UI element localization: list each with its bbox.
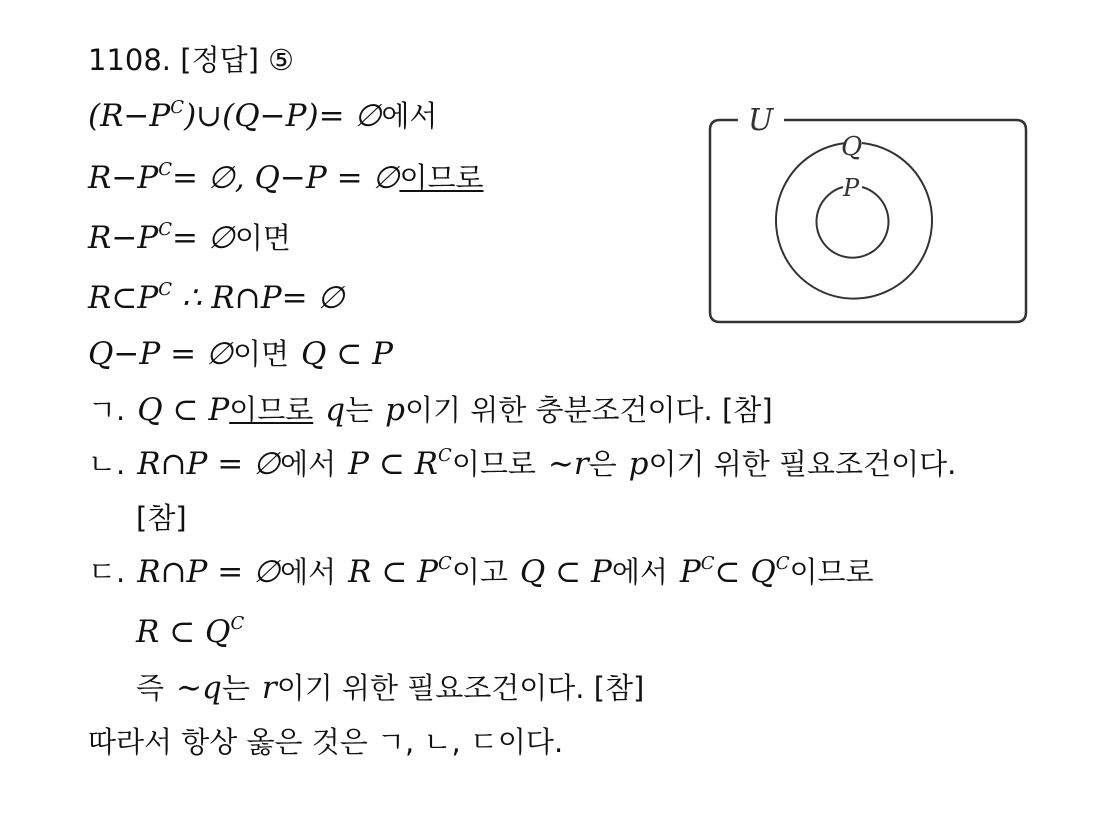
equation-line-1: $(R-P^C)\cup(Q-P)=$ ∅에서 [88,97,438,134]
inner-set-label: P [843,174,860,202]
problem-number: 1108. [88,43,172,77]
equation-line-5: Q−P = ∅이면 Q ⊂ P [88,336,393,372]
item-n-continued: [참] [136,501,187,535]
answer-mark: ⑤ [268,43,295,77]
item-d: ㄷ. R∩P = ∅에서 R ⊂ $P^C$이고 Q ⊂ P에서 $P^C\subset$ $Q^C$이므로 [88,553,874,590]
universe-rectangle [710,120,1026,322]
outer-set-circle [776,143,932,299]
equation-line-2: $R-P^C=$ ∅, Q−P = ∅이므로 [88,159,484,196]
equation-line-3: $R-P^C=$ ∅이면 [88,219,291,256]
item-d-conclusion: 즉 ∼q는 r이기 위한 필요조건이다. [참] [136,670,645,706]
item-g: ㄱ. Q ⊂ P이므로 q는 p이기 위한 충분조건이다. [참] [88,392,773,428]
universe-label: U [748,103,774,138]
problem-header [88,42,294,78]
item-marker: ㄷ. [88,555,126,589]
answer-label: [정답] [180,43,259,77]
item-n: ㄴ. R∩P = ∅에서 P ⊂ $R^C$이므로 ∼r은 p이기 위한 필요조건이다. [88,445,957,482]
item-d-result: R ⊂ $Q^C$ [136,613,245,650]
item-marker: ㄴ. [88,447,126,481]
final-conclusion: 따라서 항상 옳은 것은 ㄱ, ㄴ, ㄷ이다. [88,725,564,759]
equation-line-4: $R\subset P^C$ ∴ R∩P= ∅ [88,279,345,316]
item-marker: ㄱ. [88,393,126,427]
venn-diagram [700,100,1030,330]
outer-set-label: Q [841,132,863,162]
